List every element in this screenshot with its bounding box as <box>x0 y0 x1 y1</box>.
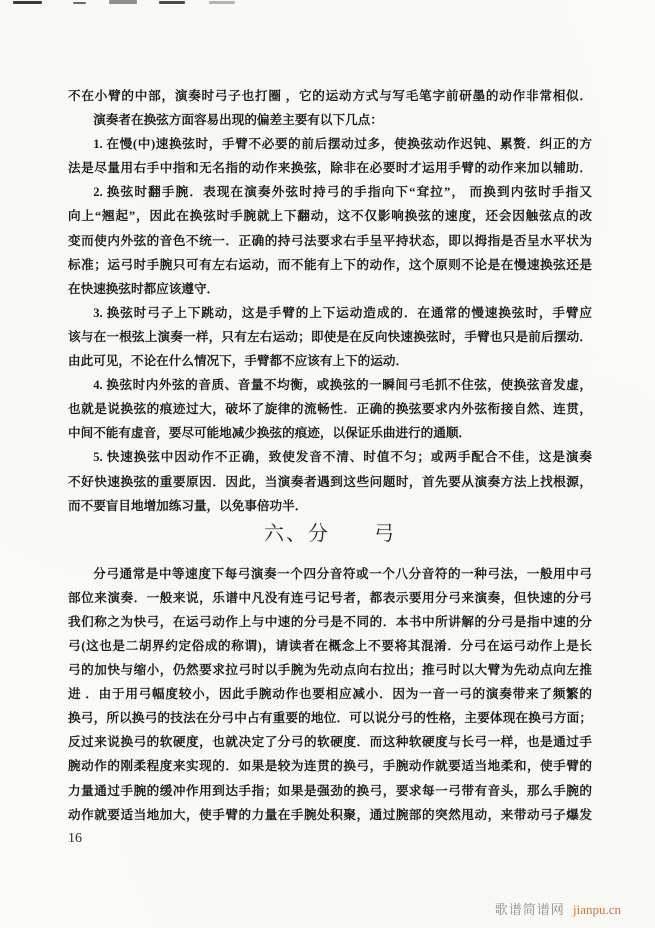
text-line: 动作就要适当地加大，使手臂的力量在手腕处积聚，通过腕部的突然甩动，来带动弓子爆发 <box>68 807 592 822</box>
text-line: 由此可见，不论在什么情况下，手臂都不应该有上下的运动． <box>68 354 409 369</box>
text-line: 4. 换弦时内外弦的音质、音量不均衡，或换弦的一瞬间弓毛抓不住弦，使换弦音发虚， <box>93 378 592 393</box>
scan-artifact <box>73 2 86 4</box>
text-line: 变而使内外弦的音色不统一．正确的持弓法要求右手呈平持状态，即以拇指是否呈水平状为 <box>68 233 592 248</box>
watermark-site-name: 歌谱简谱网 <box>494 902 565 917</box>
scan-artifact <box>13 1 42 4</box>
watermark <box>495 902 621 918</box>
text-line: 在快速换弦时都应该遵守． <box>68 281 220 296</box>
text-line: 演奏者在换弦方面容易出现的偏差主要有以下几点： <box>93 113 383 128</box>
scan-artifact <box>209 1 235 4</box>
section-heading: 六、分 弓 <box>264 522 396 545</box>
text-line: 而不要盲目地增加练习量，以免事倍功半． <box>68 498 308 513</box>
scan-artifact <box>159 1 185 4</box>
text-line: 中间不能有虚音，要尽可能地减少换弦的痕迹，以保证乐曲进行的通顺． <box>68 426 471 441</box>
text-line: 分弓通常是中等速度下每弓演奏一个四分音符或一个八分音符的一种弓法，一般用中弓 <box>93 566 592 581</box>
text-line: 我们称之为快弓，在运弓动作上与中速的分弓是不同的．本书中所讲解的分弓是指中速的分 <box>68 614 592 629</box>
text-line: 该与在一根弦上演奏一样，只有左右运动；即使是在反向快速换弦时，手臂也只是前后摆动． <box>68 329 592 344</box>
text-line: 弓(这也是二胡界约定俗成的称谓)，请读者在概念上不要将其混淆．分弓在运弓动作上是长 <box>68 638 592 653</box>
page-number: 16 <box>68 830 82 846</box>
text-line: 不好快速换弦的重要原因．因此，当演奏者遇到这些问题时，首先要从演奏方法上找根源， <box>68 474 592 489</box>
text-flow <box>68 84 592 849</box>
text-line: 力量通过手腕的缓冲作用到达手指；如果是强劲的换弓，要求每一弓带有音头，那么手腕的 <box>68 783 592 798</box>
text-line: 腕动作的刚柔程度来实现的．如果是较为连贯的换弓，手腕动作就要适当地柔和，使手臂的 <box>68 759 592 774</box>
text-line: 5. 快速换弦中因动作不正确，致使发音不清、时值不匀；或两手配合不佳，这是演奏 <box>93 450 592 465</box>
text-line: 也就是说换弦的痕迹过大，破坏了旋律的流畅性．正确的换弦要求内外弦衔接自然、连贯， <box>68 402 592 417</box>
text-line: 1. 在慢(中)速换弦时，手臂不必要的前后摆动过多，使换弦动作迟钝、累赘．纠正的方 <box>93 137 592 152</box>
text-line: 部位来演奏．一般来说，乐谱中凡没有连弓记号者，都表示要用分弓来演奏，但快速的分弓 <box>68 590 592 605</box>
watermark-site-url: jianpu.cn <box>572 902 621 917</box>
text-line: 反过来说换弓的软硬度，也就决定了分弓的软硬度．而这种软硬度与长弓一样，也是通过手 <box>68 735 592 750</box>
text-line: 不在小臂的中部，演奏时弓子也打圈 ，它的运动方式与写毛笔字前研墨的动作非常相似． <box>68 89 592 103</box>
text-line: 法是尽量用右手中指和无名指的动作来换弦，除非在必要时才运用手臂的动作来加以辅助． <box>68 161 592 176</box>
text-line: 2. 换弦时翻手腕．表现在演奏外弦时持弓的手指向下“耷拉”， 而换到内弦时手指又 <box>93 185 592 200</box>
text-line: 弓的加快与缩小，仍然要求拉弓时以手腕为先动点向右拉出；推弓时以大臂为先动点向左推 <box>68 663 592 678</box>
text-line: 3. 换弦时弓子上下跳动，这是手臂的上下运动造成的．在通常的慢速换弦时，手臂应 <box>93 305 592 320</box>
text-line: 换弓，所以换弓的技法在分弓中占有重要的地位．可以说分弓的性格，主要体现在换弓方面； <box>68 711 592 726</box>
text-line: 标准；运弓时手腕只可有左右运动，而不能有上下的动作，这个原则不论是在慢速换弦还是 <box>68 257 592 272</box>
text-line: 向上“翘起”，因此在换弦时手腕就上下翻动，这不仅影响换弦的速度，还会因触弦点的改 <box>68 209 592 224</box>
text-line: 进 ．由于用弓幅度较小，因此手腕动作也要相应减小．因为一音一弓的演奏带来了频繁的 <box>68 687 592 702</box>
scan-artifact <box>109 0 137 4</box>
